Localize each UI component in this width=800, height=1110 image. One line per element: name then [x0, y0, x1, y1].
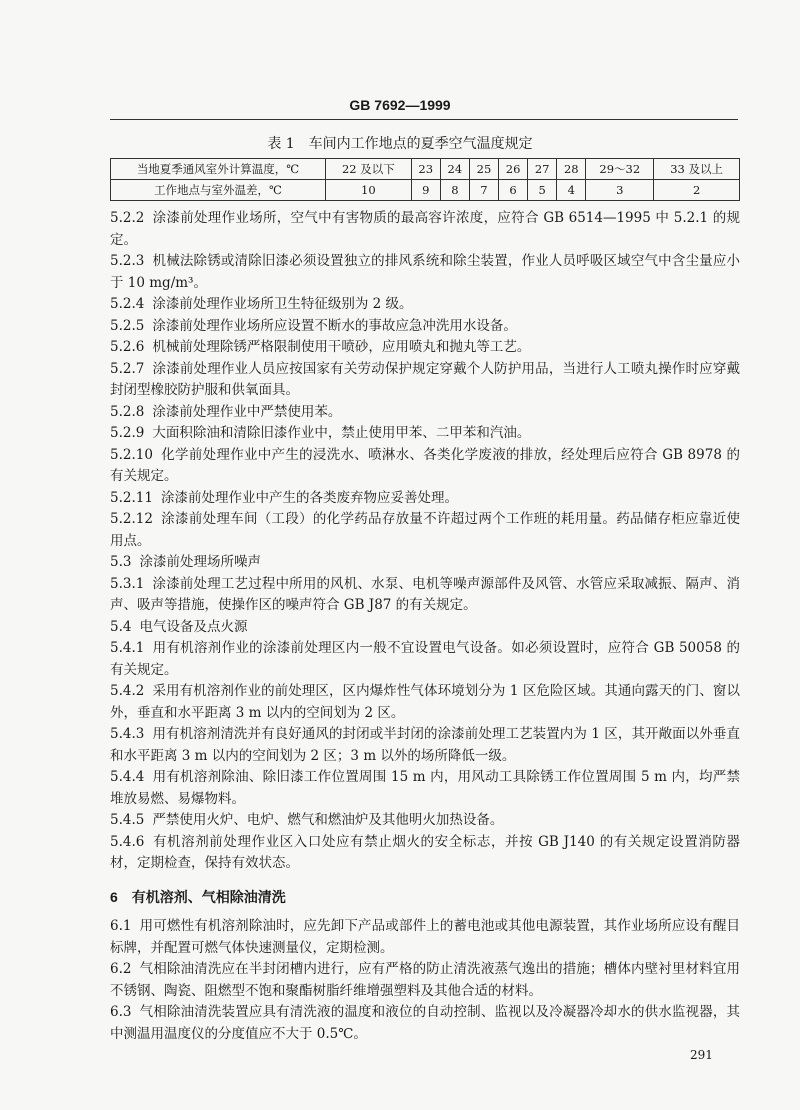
clause-text: 气相除油清洗应在半封闭槽内进行，应有严格的防止清洗液蒸气逸出的措施；槽体内壁衬里材料宜用不锈钢、陶瓷、阻燃型不饱和聚酯树脂纤维增强塑料及其他合适的材料。 — [110, 961, 740, 999]
clause — [110, 724, 740, 767]
clause-number: 5.3 — [110, 554, 132, 570]
section-heading: 6 有机溶剂、气相除油清洗 — [110, 888, 286, 905]
clause-text: 用可燃性有机溶剂除油时，应先卸下产品或部件上的蓄电池或其他电源装置，其作业场所应设有醒目标牌，并配置可燃气体快速测量仪，定期检测。 — [110, 918, 740, 956]
table-row — [111, 180, 740, 201]
table-cell: 10 — [326, 180, 412, 201]
clause — [110, 617, 740, 639]
clause-text: 用有机溶剂作业的涂漆前处理区内一般不宜设置电气设备。如必须设置时，应符合 GB 50058 的有关规定。 — [110, 640, 740, 678]
clause-number: 5.2.3 — [110, 253, 145, 269]
temperature-table — [110, 158, 740, 201]
table-cell: 2 — [654, 180, 740, 201]
clause-text: 涂漆前处理作业场所，空气中有害物质的最高容许浓度，应符合 GB 6514—1995 中 5.2.1 的规定。 — [110, 210, 740, 248]
clause-number: 5.4.6 — [110, 833, 145, 850]
clause-number: 5.2.8 — [110, 403, 145, 420]
clause — [110, 638, 740, 681]
clause — [110, 294, 740, 316]
clause — [110, 832, 740, 875]
clause-text: 涂漆前处理场所噪声 — [139, 554, 261, 570]
table-cell: 3 — [586, 180, 654, 201]
clause — [110, 402, 740, 424]
table-cell: 当地夏季通风室外计算温度，℃ — [111, 159, 326, 180]
table-cell: 8 — [440, 180, 469, 201]
clause-number: 5.2.7 — [110, 360, 145, 377]
clause-text: 气相除油清洗装置应具有清洗液的温度和液位的自动控制、监视以及冷凝器冷却水的供水监视器，其中测温用温度仪的分度值应不大于 0.5℃。 — [110, 1004, 740, 1042]
clause-text: 涂漆前处理作业中产生的各类废弃物应妥善处理。 — [160, 489, 458, 506]
table-cell: 25 — [469, 159, 498, 180]
clause-text: 涂漆前处理作业人员应按国家有关劳动保护规定穿戴个人防护用品，当进行人工喷丸操作时应穿戴封闭型橡胶防护服和供氧面具。 — [110, 360, 740, 398]
clause — [110, 251, 740, 294]
clause-number: 5.2.9 — [110, 425, 145, 441]
table-cell: 6 — [499, 180, 528, 201]
clause-number: 5.3.1 — [110, 575, 145, 592]
clause-number: 5.2.11 — [110, 489, 153, 506]
table-cell: 9 — [411, 180, 440, 201]
clause — [110, 916, 740, 959]
clause-number: 5.2.12 — [110, 511, 153, 527]
clause-text: 化学前处理作业中产生的浸洗水、喷淋水、各类化学废液的排放，经处理后应符合 GB 8978 的有关规定。 — [110, 446, 740, 484]
table-cell: 7 — [469, 180, 498, 201]
clause-text: 采用有机溶剂作业的前处理区，区内爆炸性气体环境划分为 1 区危险区域。其通向露天的门、窗以外，垂直和水平距离 3 m 以内的空间划为 2 区。 — [110, 683, 740, 721]
clause-text: 机械前处理除锈严格限制使用干喷砂，应用喷丸和抛丸等工艺。 — [152, 339, 531, 355]
table-cell: 4 — [557, 180, 586, 201]
clause-number: 6.2 — [110, 961, 132, 977]
clause-number: 5.4.3 — [110, 726, 145, 742]
clause — [110, 488, 740, 510]
body-text — [110, 208, 740, 1045]
clause-text: 涂漆前处理车间（工段）的化学药品存放量不许超过两个工作班的耗用量。药品储存柜应靠近使用点。 — [110, 511, 740, 549]
clause-text: 涂漆前处理作业场所应设置不断水的事故应急冲洗用水设备。 — [152, 317, 517, 334]
clause — [110, 359, 740, 402]
clause-number: 6.1 — [110, 918, 132, 934]
table-cell: 27 — [528, 159, 557, 180]
clause — [110, 574, 740, 617]
clause-text: 涂漆前处理工艺过程中所用的风机、水泵、电机等噪声源部件及风管、水管应采取减振、隔声、消声、吸声等措施，使操作区的噪声符合 GB J87 的有关规定。 — [110, 575, 740, 613]
table-cell: 22 及以下 — [326, 159, 412, 180]
clause — [110, 681, 740, 724]
clause-number: 5.2.10 — [110, 446, 153, 463]
clause — [110, 959, 740, 1002]
clause-number: 5.4.4 — [110, 769, 145, 785]
clause-text: 严禁使用火炉、电炉、燃气和燃油炉及其他明火加热设备。 — [152, 812, 504, 828]
clause — [110, 445, 740, 488]
clause-text: 大面积除油和清除旧漆作业中，禁止使用甲苯、二甲苯和汽油。 — [152, 425, 531, 441]
table-cell: 33 及以上 — [654, 159, 740, 180]
clause-number: 5.2.2 — [110, 210, 145, 226]
table-cell: 29～32 — [586, 159, 654, 180]
clause — [110, 509, 740, 552]
clause — [110, 337, 740, 359]
clause — [110, 208, 740, 251]
clause-text: 机械法除锈或清除旧漆必须设置独立的排风系统和除尘装置，作业人员呼吸区域空气中含尘量应小于 10 mg/m³。 — [110, 253, 740, 291]
clause — [110, 810, 740, 832]
table-cell: 26 — [499, 159, 528, 180]
table-cell: 24 — [440, 159, 469, 180]
table-row — [111, 159, 740, 180]
clause-number: 5.2.4 — [110, 296, 145, 312]
clause — [110, 423, 740, 445]
clause-text: 涂漆前处理作业中严禁使用苯。 — [152, 403, 342, 420]
table-cell: 28 — [557, 159, 586, 180]
clause-number: 5.4.5 — [110, 812, 145, 828]
clause-number: 5.4 — [110, 618, 132, 635]
table-cell: 23 — [411, 159, 440, 180]
clause-text: 用有机溶剂清洗并有良好通风的封闭或半封闭的涂漆前处理工艺装置内为 1 区，其开敞面以外垂直和水平距离 3 m 以内的空间划为 2 区；3 m 以外的场所降低一级。 — [110, 726, 740, 764]
standard-code-header: GB 7692—1999 — [349, 97, 451, 113]
table-cell: 工作地点与室外温差，℃ — [111, 180, 326, 201]
table-title: 表 1 车间内工作地点的夏季空气温度规定 — [267, 136, 533, 152]
clause — [110, 316, 740, 338]
table-cell: 5 — [528, 180, 557, 201]
clause-text: 用有机溶剂除油、除旧漆工作位置周围 15 m 内，用风动工具除锈工作位置周围 5 m 内，均严禁堆放易燃、易爆物料。 — [110, 769, 740, 807]
clause-number: 5.2.6 — [110, 339, 145, 355]
clause — [110, 767, 740, 810]
header-rule — [110, 119, 738, 120]
page-number: 291 — [690, 1048, 713, 1062]
clause-number: 5.4.1 — [110, 640, 145, 656]
clause — [110, 1002, 740, 1045]
clause-text: 有机溶剂前处理作业区入口处应有禁止烟火的安全标志，并按 GB J140 的有关规定设置消防器材，定期检查，保持有效状态。 — [110, 833, 740, 871]
clause-number: 6.3 — [110, 1004, 132, 1020]
clause-text: 涂漆前处理作业场所卫生特征级别为 2 级。 — [152, 296, 413, 312]
clause-text: 电气设备及点火源 — [139, 618, 248, 635]
clause — [110, 552, 740, 574]
clause-number: 5.2.5 — [110, 317, 145, 334]
clause-number: 5.4.2 — [110, 683, 145, 699]
